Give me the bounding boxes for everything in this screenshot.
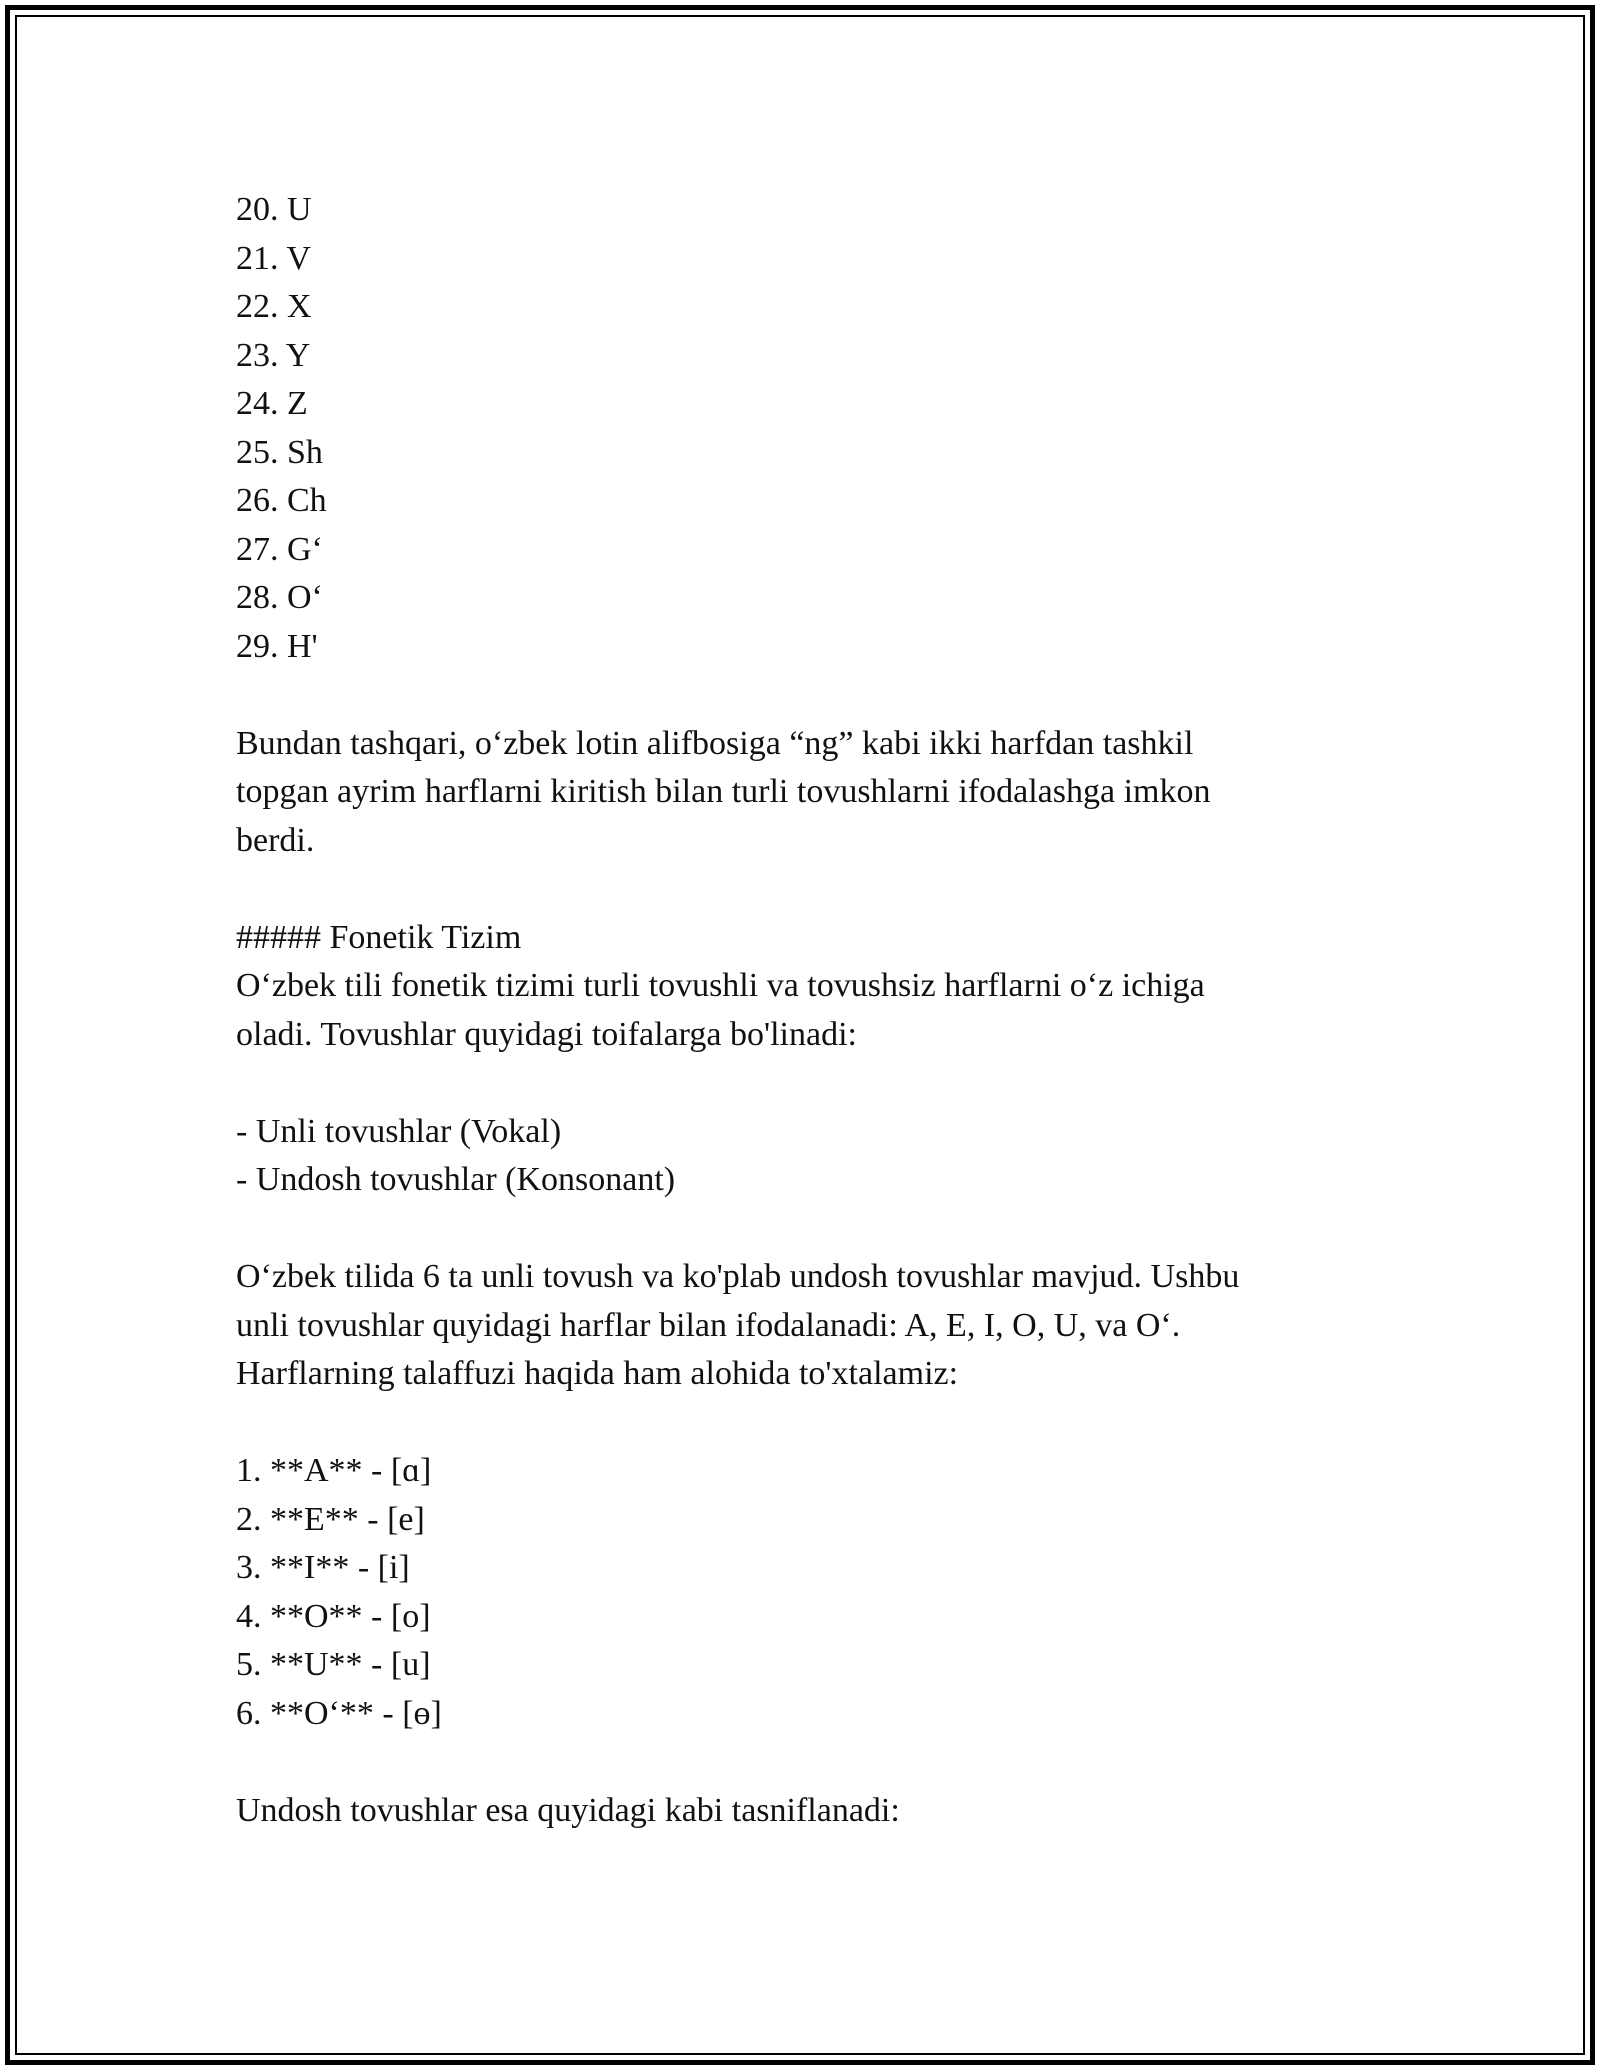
list-item: 26. Ch bbox=[236, 482, 327, 519]
paragraph-ng-digraph bbox=[236, 720, 1356, 866]
list-item: 1. **A** - [ɑ] bbox=[236, 1452, 432, 1489]
list-item: 23. Y bbox=[236, 336, 311, 374]
spacer bbox=[236, 1399, 1356, 1448]
vowel-list bbox=[236, 1447, 1356, 1738]
list-item: - Unli tovushlar (Vokal) bbox=[236, 1112, 562, 1150]
spacer bbox=[236, 1205, 1356, 1254]
list-item: 24. Z bbox=[236, 385, 308, 422]
paragraph-line: topgan ayrim harflarni kiritish bilan turli tovushlarni ifodalashga imkon bbox=[236, 773, 1211, 810]
closing-paragraph: Undosh tovushlar esa quyidagi kabi tasniflanadi: bbox=[236, 1791, 900, 1829]
alphabet-list bbox=[236, 186, 1356, 671]
list-item: 28. O‘ bbox=[236, 579, 323, 616]
paragraph-line: O‘zbek tilida 6 ta unli tovush va ko'plab undosh tovushlar mavjud. Ushbu bbox=[236, 1258, 1240, 1295]
paragraph-line: Bundan tashqari, o‘zbek lotin alifbosiga “ng” kabi ikki harfdan tashkil bbox=[236, 724, 1194, 762]
list-item: 5. **U** - [u] bbox=[236, 1646, 431, 1683]
list-item: 4. **O** - [o] bbox=[236, 1597, 431, 1635]
paragraph-line: unli tovushlar quyidagi harflar bilan ifodalanadi: A, E, I, O, U, va O‘. bbox=[236, 1306, 1181, 1344]
document-body bbox=[236, 186, 1356, 1835]
spacer bbox=[236, 671, 1356, 720]
list-item: 25. Sh bbox=[236, 433, 323, 471]
sound-types-list bbox=[236, 1108, 1356, 1205]
paragraph-unli bbox=[236, 1253, 1356, 1399]
spacer bbox=[236, 1738, 1356, 1787]
paragraph-line: oladi. Tovushlar quyidagi toifalarga bo'linadi: bbox=[236, 1015, 857, 1053]
list-item: 3. **I** - [i] bbox=[236, 1549, 410, 1586]
list-item: 2. **E** - [e] bbox=[236, 1500, 425, 1538]
list-item: 22. X bbox=[236, 288, 312, 325]
list-item: - Undosh tovushlar (Konsonant) bbox=[236, 1161, 676, 1198]
paragraph-line: berdi. bbox=[236, 821, 315, 859]
list-item: 27. G‘ bbox=[236, 530, 323, 568]
spacer bbox=[236, 1059, 1356, 1108]
list-item: 20. U bbox=[236, 191, 312, 228]
paragraph-line: Harflarning talaffuzi haqida ham alohida to'xtalamiz: bbox=[236, 1355, 959, 1392]
section-heading: ##### Fonetik Tizim bbox=[236, 918, 522, 956]
list-item: 6. **O‘** - [ɵ] bbox=[236, 1694, 442, 1732]
spacer bbox=[236, 865, 1356, 914]
list-item: 21. V bbox=[236, 239, 311, 277]
paragraph-fonetik bbox=[236, 962, 1356, 1059]
paragraph-line: O‘zbek tili fonetik tizimi turli tovushli va tovushsiz harflarni o‘z ichiga bbox=[236, 967, 1205, 1004]
list-item: 29. H' bbox=[236, 627, 318, 665]
